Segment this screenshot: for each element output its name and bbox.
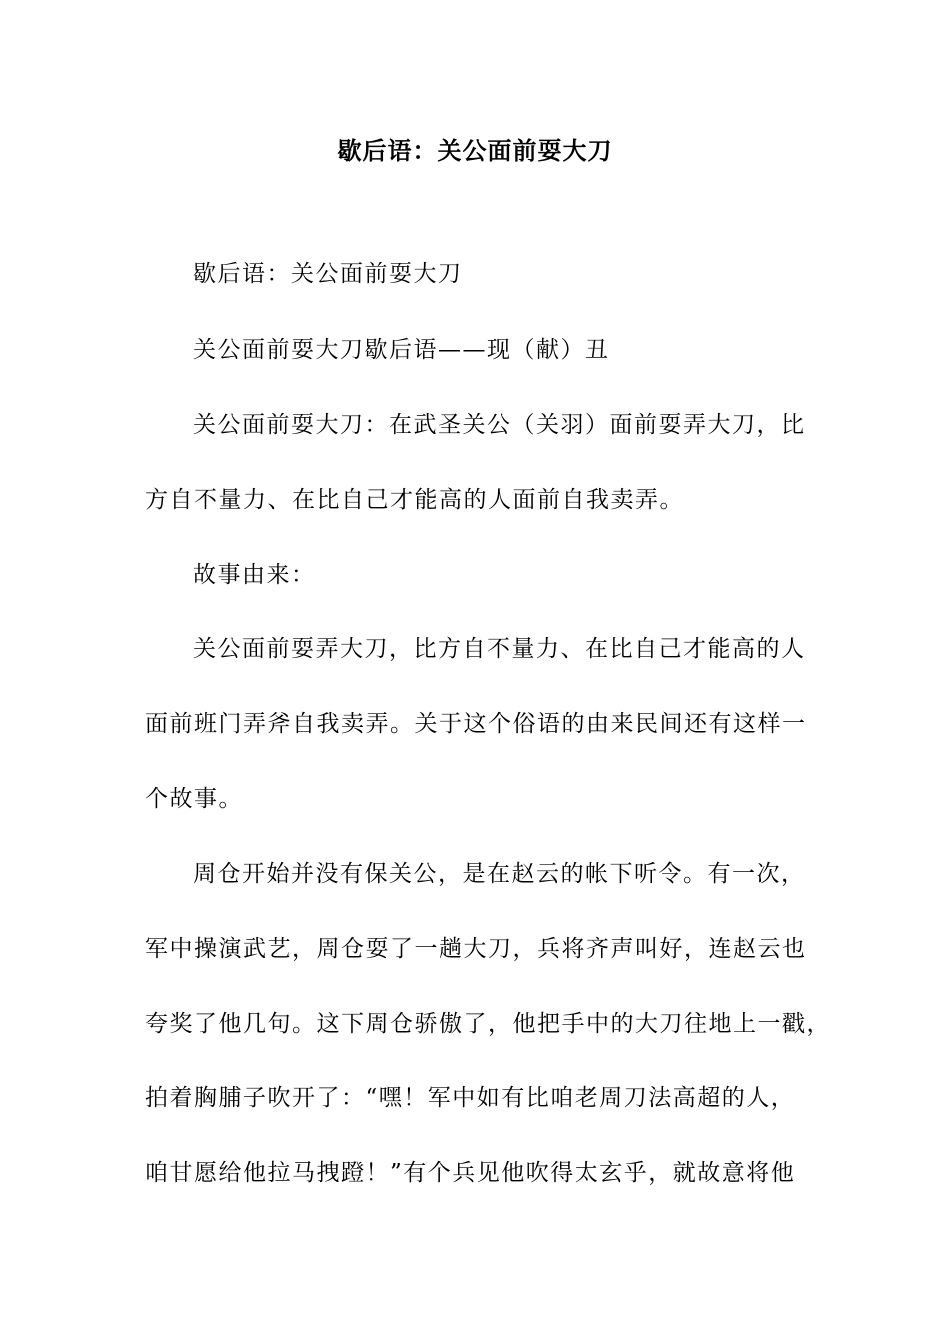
paragraph-line: 故事由来： — [193, 562, 316, 588]
paragraph-line: 关公面前耍大刀歇后语——现（献）丑 — [193, 337, 610, 363]
paragraph-line: 咱甘愿给他拉马拽蹬！”有个兵见他吹得太玄乎，就故意将他 — [145, 1160, 796, 1186]
paragraph-line: 军中操演武艺，周仓耍了一趟大刀，兵将齐声叫好，连赵云也 — [145, 936, 807, 962]
paragraph-line: 方自不量力、在比自己才能高的人面前自我卖弄。 — [145, 487, 684, 513]
paragraph-line: 面前班门弄斧自我卖弄。关于这个俗语的由来民间还有这样一 — [145, 711, 807, 737]
paragraph-line: 个故事。 — [145, 786, 243, 812]
document-title: 歇后语：关公面前耍大刀 — [337, 136, 613, 165]
paragraph-line: 歇后语：关公面前耍大刀 — [193, 261, 463, 287]
paragraph-line: 关公面前耍弄大刀，比方自不量力、在比自己才能高的人 — [193, 636, 806, 662]
paragraph-line: 关公面前耍大刀：在武圣关公（关羽）面前耍弄大刀，比 — [193, 412, 806, 438]
paragraph-line: 夸奖了他几句。这下周仓骄傲了，他把手中的大刀往地上一戳， — [145, 1011, 831, 1037]
paragraph-line: 拍着胸脯子吹开了：“嘿！军中如有比咱老周刀法高超的人， — [145, 1085, 796, 1111]
paragraph-line: 周仓开始并没有保关公，是在赵云的帐下听令。有一次， — [193, 861, 806, 887]
